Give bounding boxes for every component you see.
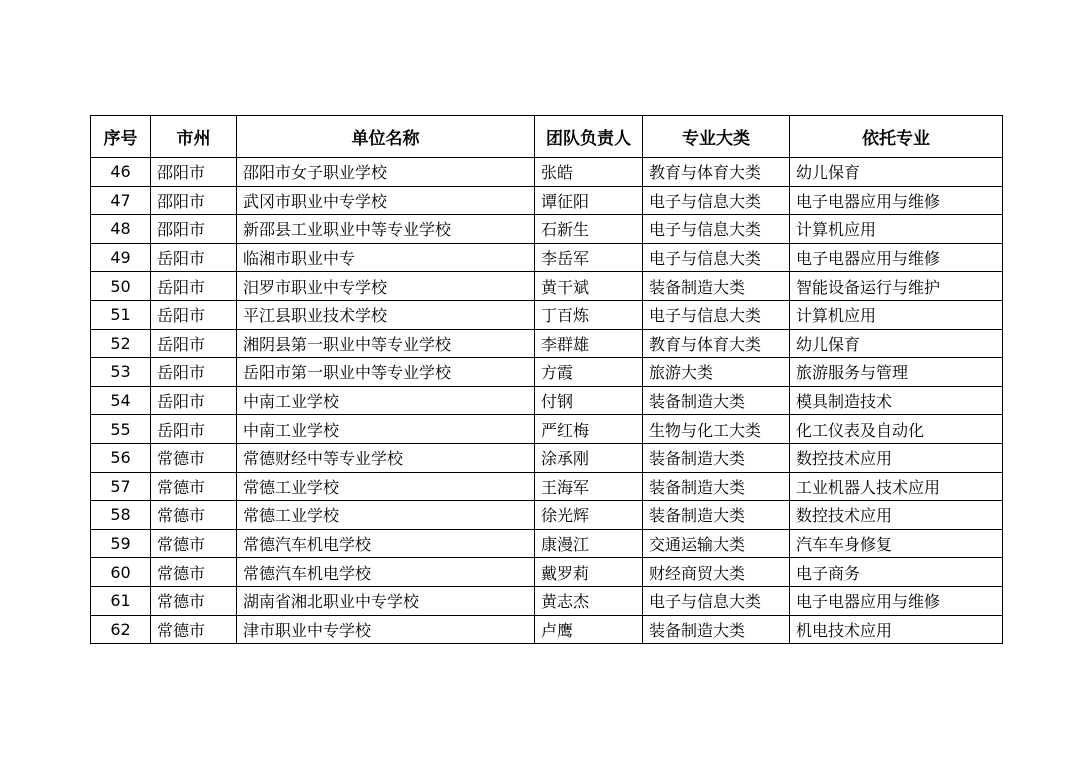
- table-body: [91, 158, 1003, 644]
- cell-major: 工业机器人技术应用: [790, 472, 1003, 501]
- cell-major: 幼儿保育: [790, 329, 1003, 358]
- cell-leader: 康漫江: [535, 529, 643, 558]
- cell-city: 常德市: [151, 472, 237, 501]
- cell-major: 智能设备运行与维护: [790, 272, 1003, 301]
- header-city: 市州: [151, 116, 237, 158]
- table-row: [91, 329, 1003, 358]
- table-row: [91, 300, 1003, 329]
- cell-leader: 涂承刚: [535, 443, 643, 472]
- table-header: [91, 116, 1003, 158]
- header-leader: 团队负责人: [535, 116, 643, 158]
- cell-no: 60: [91, 558, 151, 587]
- table-row: [91, 358, 1003, 387]
- cell-no: 47: [91, 186, 151, 215]
- table-row: [91, 415, 1003, 444]
- cell-city: 邵阳市: [151, 158, 237, 187]
- table-row: [91, 386, 1003, 415]
- cell-category: 电子与信息大类: [643, 586, 790, 615]
- cell-city: 岳阳市: [151, 243, 237, 272]
- cell-no: 48: [91, 215, 151, 244]
- cell-city: 常德市: [151, 586, 237, 615]
- cell-no: 46: [91, 158, 151, 187]
- cell-leader: 卢鹰: [535, 615, 643, 644]
- header-row: [91, 116, 1003, 158]
- table-row: [91, 586, 1003, 615]
- cell-unit: 常德财经中等专业学校: [237, 443, 535, 472]
- cell-no: 52: [91, 329, 151, 358]
- cell-category: 电子与信息大类: [643, 186, 790, 215]
- cell-leader: 石新生: [535, 215, 643, 244]
- cell-leader: 黄志杰: [535, 586, 643, 615]
- table-row: [91, 243, 1003, 272]
- cell-city: 岳阳市: [151, 358, 237, 387]
- cell-category: 电子与信息大类: [643, 215, 790, 244]
- cell-major: 电子电器应用与维修: [790, 586, 1003, 615]
- cell-city: 常德市: [151, 529, 237, 558]
- table-row: [91, 215, 1003, 244]
- cell-city: 岳阳市: [151, 300, 237, 329]
- cell-major: 电子商务: [790, 558, 1003, 587]
- table-row: [91, 501, 1003, 530]
- cell-major: 汽车车身修复: [790, 529, 1003, 558]
- cell-no: 56: [91, 443, 151, 472]
- table-row: [91, 443, 1003, 472]
- cell-category: 旅游大类: [643, 358, 790, 387]
- table-row: [91, 186, 1003, 215]
- cell-city: 邵阳市: [151, 215, 237, 244]
- cell-leader: 付钢: [535, 386, 643, 415]
- cell-city: 常德市: [151, 558, 237, 587]
- header-unit: 单位名称: [237, 116, 535, 158]
- cell-category: 生物与化工大类: [643, 415, 790, 444]
- cell-city: 岳阳市: [151, 272, 237, 301]
- cell-major: 电子电器应用与维修: [790, 186, 1003, 215]
- cell-leader: 徐光辉: [535, 501, 643, 530]
- cell-category: 装备制造大类: [643, 386, 790, 415]
- cell-unit: 中南工业学校: [237, 415, 535, 444]
- cell-leader: 李群雄: [535, 329, 643, 358]
- header-major: 依托专业: [790, 116, 1003, 158]
- cell-no: 59: [91, 529, 151, 558]
- cell-unit: 常德汽车机电学校: [237, 558, 535, 587]
- team-roster-table: [90, 115, 1003, 644]
- cell-unit: 平江县职业技术学校: [237, 300, 535, 329]
- cell-major: 模具制造技术: [790, 386, 1003, 415]
- header-category: 专业大类: [643, 116, 790, 158]
- cell-leader: 方霞: [535, 358, 643, 387]
- cell-no: 54: [91, 386, 151, 415]
- cell-major: 机电技术应用: [790, 615, 1003, 644]
- cell-leader: 丁百炼: [535, 300, 643, 329]
- cell-city: 岳阳市: [151, 329, 237, 358]
- cell-category: 装备制造大类: [643, 501, 790, 530]
- cell-unit: 临湘市职业中专: [237, 243, 535, 272]
- cell-no: 58: [91, 501, 151, 530]
- cell-unit: 邵阳市女子职业学校: [237, 158, 535, 187]
- cell-category: 电子与信息大类: [643, 243, 790, 272]
- cell-category: 教育与体育大类: [643, 158, 790, 187]
- table-row: [91, 472, 1003, 501]
- cell-city: 岳阳市: [151, 415, 237, 444]
- cell-no: 50: [91, 272, 151, 301]
- cell-unit: 常德工业学校: [237, 501, 535, 530]
- cell-leader: 王海军: [535, 472, 643, 501]
- cell-category: 交通运输大类: [643, 529, 790, 558]
- cell-major: 旅游服务与管理: [790, 358, 1003, 387]
- cell-no: 55: [91, 415, 151, 444]
- cell-unit: 武冈市职业中专学校: [237, 186, 535, 215]
- table-row: [91, 558, 1003, 587]
- cell-major: 数控技术应用: [790, 501, 1003, 530]
- cell-major: 数控技术应用: [790, 443, 1003, 472]
- cell-major: 计算机应用: [790, 300, 1003, 329]
- table-row: [91, 529, 1003, 558]
- cell-unit: 岳阳市第一职业中等专业学校: [237, 358, 535, 387]
- cell-unit: 常德汽车机电学校: [237, 529, 535, 558]
- cell-leader: 张皓: [535, 158, 643, 187]
- cell-no: 51: [91, 300, 151, 329]
- cell-city: 常德市: [151, 501, 237, 530]
- cell-leader: 李岳军: [535, 243, 643, 272]
- cell-leader: 谭征阳: [535, 186, 643, 215]
- cell-category: 装备制造大类: [643, 443, 790, 472]
- cell-unit: 中南工业学校: [237, 386, 535, 415]
- cell-major: 电子电器应用与维修: [790, 243, 1003, 272]
- cell-unit: 新邵县工业职业中等专业学校: [237, 215, 535, 244]
- cell-leader: 戴罗莉: [535, 558, 643, 587]
- cell-city: 岳阳市: [151, 386, 237, 415]
- cell-leader: 严红梅: [535, 415, 643, 444]
- cell-major: 化工仪表及自动化: [790, 415, 1003, 444]
- cell-major: 幼儿保育: [790, 158, 1003, 187]
- cell-unit: 汨罗市职业中专学校: [237, 272, 535, 301]
- cell-unit: 湖南省湘北职业中专学校: [237, 586, 535, 615]
- cell-leader: 黄干斌: [535, 272, 643, 301]
- header-no: 序号: [91, 116, 151, 158]
- table-row: [91, 272, 1003, 301]
- cell-city: 常德市: [151, 615, 237, 644]
- cell-unit: 湘阴县第一职业中等专业学校: [237, 329, 535, 358]
- cell-no: 57: [91, 472, 151, 501]
- table-row: [91, 158, 1003, 187]
- cell-category: 装备制造大类: [643, 272, 790, 301]
- cell-category: 装备制造大类: [643, 472, 790, 501]
- cell-unit: 常德工业学校: [237, 472, 535, 501]
- cell-unit: 津市职业中专学校: [237, 615, 535, 644]
- cell-category: 电子与信息大类: [643, 300, 790, 329]
- cell-no: 61: [91, 586, 151, 615]
- table-row: [91, 615, 1003, 644]
- cell-no: 49: [91, 243, 151, 272]
- cell-no: 53: [91, 358, 151, 387]
- cell-category: 教育与体育大类: [643, 329, 790, 358]
- cell-city: 邵阳市: [151, 186, 237, 215]
- cell-category: 装备制造大类: [643, 615, 790, 644]
- cell-major: 计算机应用: [790, 215, 1003, 244]
- cell-city: 常德市: [151, 443, 237, 472]
- cell-category: 财经商贸大类: [643, 558, 790, 587]
- cell-no: 62: [91, 615, 151, 644]
